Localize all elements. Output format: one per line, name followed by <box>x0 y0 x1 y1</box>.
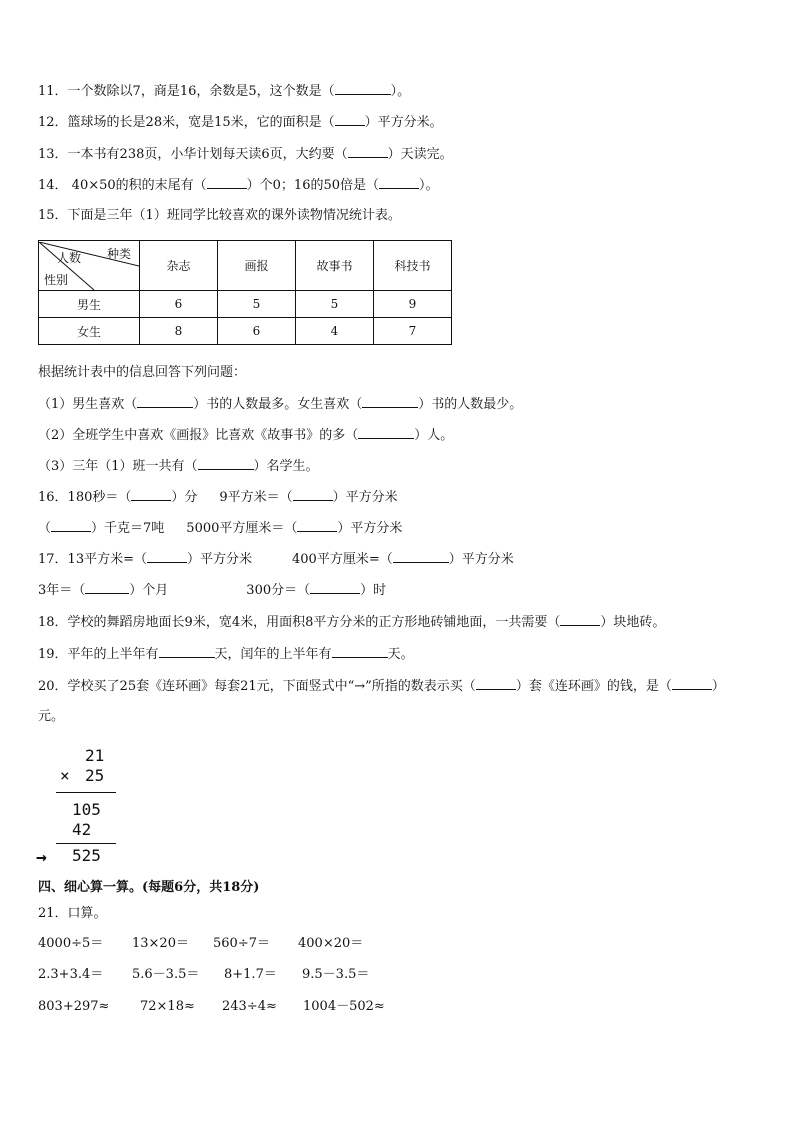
q14-text-a: 14． 40×50的积的末尾有（ <box>38 178 207 193</box>
math-item: 8+1.7＝ <box>224 967 277 982</box>
answer-blank[interactable] <box>85 581 129 594</box>
question-18 <box>38 613 665 632</box>
partial-product-2: 42 <box>72 820 92 839</box>
answer-blank[interactable] <box>198 457 254 470</box>
table-row <box>39 291 452 318</box>
question-19 <box>38 645 414 664</box>
q18-text: 18．学校的舞蹈房地面长9米，宽4米，用面积8平方分米的正方形地砖铺地面，一共需要（ <box>38 615 561 630</box>
question-12 <box>38 113 443 132</box>
math-item: 803+297≈ <box>38 999 110 1014</box>
answer-blank[interactable] <box>335 113 365 126</box>
multiplier: 25 <box>85 766 105 785</box>
answer-blank[interactable] <box>335 82 391 95</box>
question-11 <box>38 82 410 101</box>
answer-blank[interactable] <box>332 645 388 658</box>
math-item: 1004－502≈ <box>303 999 385 1014</box>
q15-3-text-a: （3）三年（1）班一共有（ <box>38 459 198 474</box>
q15-3-text-b: ）名学生。 <box>253 459 319 474</box>
answer-blank[interactable] <box>293 488 333 501</box>
calc-rule-1 <box>56 792 116 793</box>
question-15-sub-1 <box>38 395 522 414</box>
q17-text-h: ）时 <box>360 583 387 598</box>
arrow-icon: → <box>36 847 47 868</box>
question-15-title: 15．下面是三年（1）班同学比较喜欢的课外读物情况统计表。 <box>38 208 401 223</box>
answer-blank[interactable] <box>362 395 418 408</box>
corner-label-type: 种类 <box>107 246 132 261</box>
q20-text-b: ）套《连环画》的钱，是（ <box>515 679 672 694</box>
q16-text-c: 9平方米＝（ <box>219 490 293 505</box>
table-cell: 4 <box>296 318 374 345</box>
question-15-sub-2 <box>38 426 453 445</box>
question-17-line-1 <box>38 550 514 569</box>
question-15-sub-3 <box>38 457 319 476</box>
question-21-title: 21．口算。 <box>38 906 107 921</box>
question-14 <box>38 176 439 195</box>
multiplicand: 21 <box>85 746 105 765</box>
q16-text-e: （ <box>38 521 52 536</box>
answer-blank[interactable] <box>207 176 247 189</box>
q16-text-a: 16．180秒＝（ <box>38 490 132 505</box>
answer-blank[interactable] <box>310 581 360 594</box>
math-item: 4000÷5＝ <box>38 936 104 951</box>
calc-rule-2 <box>56 843 116 844</box>
row-label: 男生 <box>39 291 140 318</box>
table-cell: 6 <box>140 291 218 318</box>
column-header: 杂志 <box>140 241 218 291</box>
q17-text-d: ）平方分米 <box>448 552 514 567</box>
q20-text-c: ） <box>711 679 725 694</box>
q19-text-b: 天，闰年的上半年有 <box>214 647 332 662</box>
corner-label-count: 人数 <box>57 250 82 265</box>
q18-text-end: ）块地砖。 <box>600 615 666 630</box>
answer-blank[interactable] <box>348 145 388 158</box>
math-item: 2.3+3.4＝ <box>38 967 104 982</box>
partial-product-1: 105 <box>72 800 101 819</box>
q14-text-c: ）。 <box>419 178 439 193</box>
answer-blank[interactable] <box>672 677 712 690</box>
q17-text-a: 17．13平方米=（ <box>38 552 147 567</box>
answer-blank[interactable] <box>51 519 91 532</box>
answer-blank[interactable] <box>297 519 337 532</box>
q15-1-text-c: ）书的人数最少。 <box>418 397 523 412</box>
math-item: 9.5－3.5＝ <box>302 967 370 982</box>
math-item: 13×20＝ <box>132 936 189 951</box>
q16-text-f: ）千克＝7吨 <box>91 521 165 536</box>
table-corner-header <box>39 241 140 291</box>
q15-1-text-a: （1）男生喜欢（ <box>38 397 138 412</box>
q16-text-b: ）分 <box>171 490 198 505</box>
math-item: 5.6－3.5＝ <box>132 967 200 982</box>
table-cell: 9 <box>374 291 452 318</box>
q13-text-end: ）天读完。 <box>387 147 453 162</box>
q14-text-b: ）个0；16的50倍是（ <box>246 178 380 193</box>
question-17-line-2 <box>38 581 386 600</box>
table-cell: 5 <box>296 291 374 318</box>
table-cell: 6 <box>218 318 296 345</box>
math-item: 243÷4≈ <box>222 999 277 1014</box>
q15-1-text-b: ）书的人数最多。女生喜欢（ <box>193 397 363 412</box>
math-item: 400×20＝ <box>298 936 364 951</box>
corner-label-gender: 性别 <box>44 272 69 287</box>
answer-blank[interactable] <box>159 645 215 658</box>
answer-blank[interactable] <box>131 488 171 501</box>
q12-text: 12．篮球场的长是28米，宽是15米，它的面积是（ <box>38 115 335 130</box>
column-header: 画报 <box>218 241 296 291</box>
q19-text-a: 19．平年的上半年有 <box>38 647 159 662</box>
q19-text-c: 天。 <box>387 647 414 662</box>
q16-text-d: ）平方分米 <box>332 490 398 505</box>
answer-blank[interactable] <box>393 550 449 563</box>
multiply-sign: × <box>60 766 70 785</box>
question-16-line-1 <box>38 488 398 507</box>
q20-text-a: 20．学校买了25套《连环画》每套21元，下面竖式中“→”所指的数表示买（ <box>38 679 476 694</box>
row-label: 女生 <box>39 318 140 345</box>
answer-blank[interactable] <box>147 550 187 563</box>
answer-blank[interactable] <box>379 176 419 189</box>
q16-text-g: 5000平方厘米＝（ <box>186 521 298 536</box>
section-4-title: 四、细心算一算。(每题6分，共18分) <box>38 880 260 895</box>
q17-text-g: 300分＝（ <box>246 583 311 598</box>
q17-text-b: ）平方分米 <box>186 552 252 567</box>
reading-stats-table <box>38 240 452 345</box>
q11-text-end: ）。 <box>390 84 411 99</box>
question-13 <box>38 145 453 164</box>
answer-blank[interactable] <box>560 613 600 626</box>
q17-text-f: ）个月 <box>129 583 169 598</box>
q17-text-e: 3年＝（ <box>38 583 86 598</box>
answer-blank[interactable] <box>358 426 414 439</box>
answer-blank[interactable] <box>476 677 516 690</box>
table-cell: 5 <box>218 291 296 318</box>
table-row <box>39 318 452 345</box>
q13-text: 13．一本书有238页，小华计划每天读6页，大约要（ <box>38 147 348 162</box>
column-header: 科技书 <box>374 241 452 291</box>
q17-text-c: 400平方厘米=（ <box>292 552 393 567</box>
table-cell: 8 <box>140 318 218 345</box>
math-item: 560÷7＝ <box>213 936 270 951</box>
question-20-continued: 元。 <box>38 709 65 724</box>
q15-2-text-a: （2）全班学生中喜欢《画报》比喜欢《故事书》的多（ <box>38 428 359 443</box>
table-header-row <box>39 241 452 291</box>
q16-text-h: ）平方分米 <box>337 521 403 536</box>
column-header: 故事书 <box>296 241 374 291</box>
table-cell: 7 <box>374 318 452 345</box>
final-product: 525 <box>72 846 101 865</box>
q12-text-end: ）平方分米。 <box>364 115 443 130</box>
question-15-prompt: 根据统计表中的信息回答下列问题： <box>38 365 247 380</box>
math-item: 72×18≈ <box>140 999 195 1014</box>
question-20 <box>38 677 725 696</box>
answer-blank[interactable] <box>137 395 193 408</box>
q15-2-text-b: ）人。 <box>414 428 454 443</box>
q11-text: 11．一个数除以7，商是16，余数是5，这个数是（ <box>38 84 335 99</box>
question-16-line-2 <box>38 519 402 538</box>
